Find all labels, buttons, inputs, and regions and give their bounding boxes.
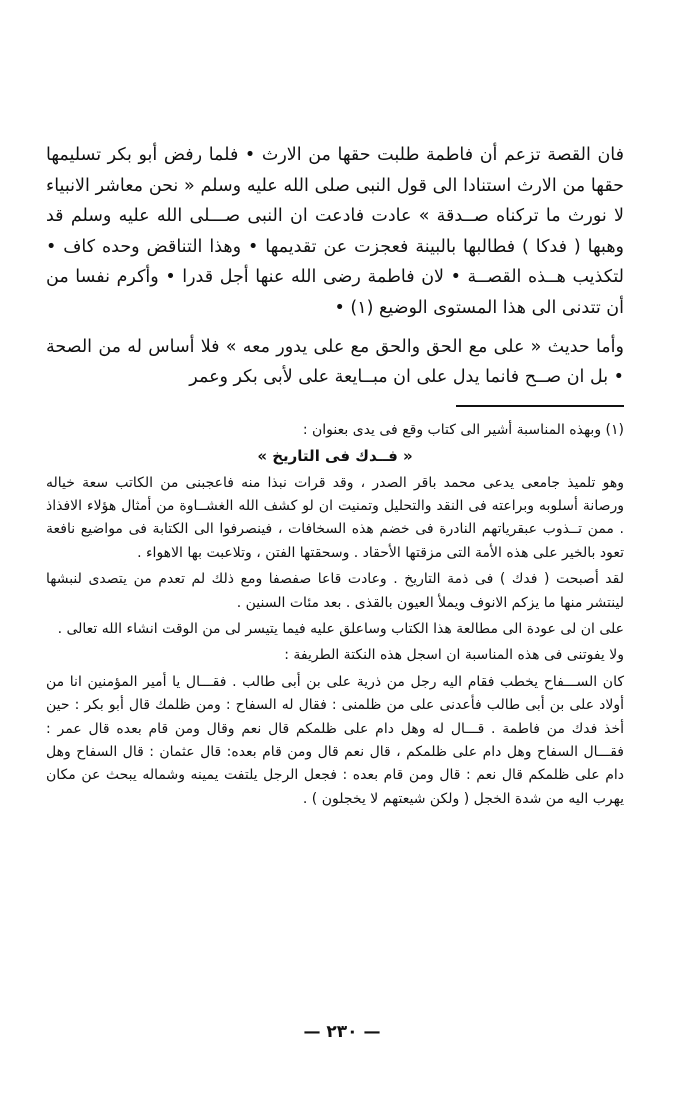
footnote-paragraph-2: لقد أصبحت ( فدك ) فى ذمة التاريخ . وعادت قاعا صفصفا ومع ذلك لم تعدم من يتصدى لنبشها لينتشر منها ما يزكم الانوف ويملأ العيون بالقذى . بعد مئات السنين . bbox=[46, 571, 624, 611]
footnote-paragraph-3: على ان لى عودة الى مطالعة هذا الكتاب وساعلق عليه فيما يتيسر لى من الوقت انشاء الله تعالى . bbox=[57, 621, 624, 637]
footnote-paragraph-1: وهو تلميذ جامعى يدعى محمد باقر الصدر ، وقد قرات نبذا منه فاعجبنى من الكاتب سعة خياله ورصانة أسلوبه وبراعته فى النقد والتحليل وتمنيت ان لو كشف الله الغشــاوة من أمثال هؤلاء الافذاذ . ممن تــذوب عبقرياتهم النادرة فى خضم هذه السخافات ، فينصرفوا الى الكتابة فى مواضيع نافعة تعود بالخير على هذه الأمة التى مزقتها الأحقاد . وسحقتها الفتن ، وتلاعبت بها الاهواء . bbox=[46, 474, 624, 561]
footnote-intro: (١) وبهذه المناسبة أشير الى كتاب وقع فى يدى بعنوان : bbox=[302, 421, 624, 438]
footnote-separator bbox=[456, 405, 624, 407]
footnote-paragraph-5: كان الســـفاح يخطب فقام اليه رجل من ذرية على بن أبى طالب . فقـــال يا أمير المؤمنين انا من أولاد على بن أبى طالب فأعدنى على من ظلمنى : فقال له السفاح : ومن ظلمك قال أبو بكر : حين أخذ فدك من فاطمة . قـــال له وهل دام على ظلمكم قال نعم وقال ومن قام بعده قال عمر : فقـــال السفاح وهل دام على ظلمكم ، قال نعم قال ومن قام بعده: قال عثمان : قال السفاح وهل دام على ظلمكم قال نعم : قال ومن قام بعده : فجعل الرجل يلتفت يمينه وشماله يبحث عن مكان يهرب اليه من شدة الخجل ( ولكن شيعتهم لا يخجلون ) . bbox=[46, 673, 624, 807]
footnote-separator-wrap bbox=[46, 393, 624, 419]
footnote bbox=[46, 419, 624, 812]
page-content bbox=[46, 140, 624, 1094]
main-paragraph-2: وأما حديث « على مع الحق والحق مع على يدور معه » فلا أساس له من الصحة • بل ان صــح فانما يدل على ان مبــايعة على لأبى بكر وعمر bbox=[46, 336, 624, 388]
main-text bbox=[46, 140, 624, 393]
main-paragraph-1: فان القصة تزعم أن فاطمة طلبت حقها من الارث • فلما رفض أبو بكر تسليمها حقها من الارث استنادا الى قول النبى صلى الله عليه وسلم « نحن معاشر الانبياء لا نورث ما تركناه صــدقة » عادت فادعت ان النبى صـــلى الله عليه وسلم قد وهبها ( فدكا ) فطالبها بالبينة فعجزت عن تقديمها • وهذا التناقض وحده كاف • لتكذيب هــذه القصــة • لان فاطمة رضى الله عنها أجل قدرا • وأكرم نفسا من أن تتدنى الى هذا المستوى الوضيع (١) • bbox=[46, 145, 624, 318]
footnote-paragraph-4: ولا يفوتنى فى هذه المناسبة ان اسجل هذه النكتة الطريفة : bbox=[284, 647, 624, 664]
footnote-book-title: « فــدك فى التاريخ » bbox=[257, 447, 413, 466]
page-number: — ٢٣٠ — bbox=[303, 1022, 381, 1042]
